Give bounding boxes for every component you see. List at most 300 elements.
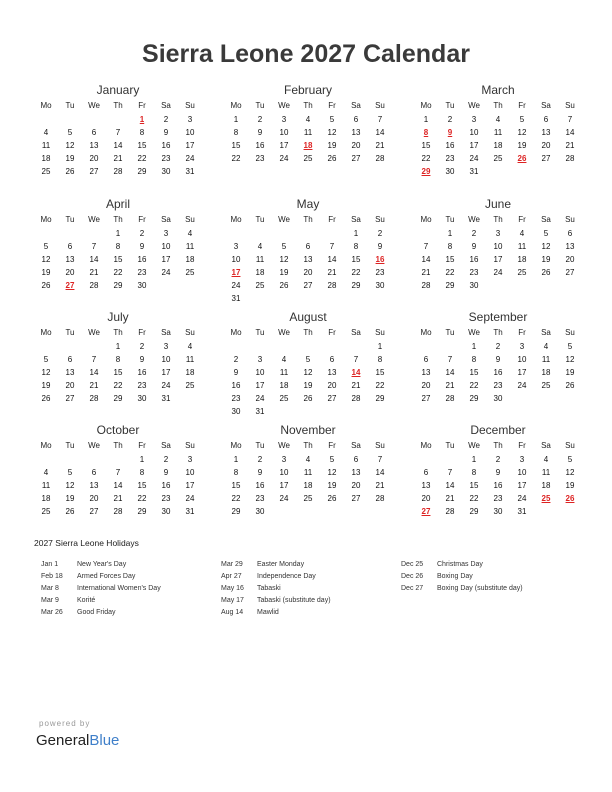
day-cell: 10 <box>185 468 195 477</box>
day-cell: 20 <box>541 141 551 150</box>
day-cell: 4 <box>257 242 263 251</box>
day-cell: 17 <box>185 141 195 150</box>
day-cell: 15 <box>375 368 385 377</box>
holiday-day-cell: 26 <box>565 494 575 503</box>
day-cell: 18 <box>185 255 195 264</box>
day-cell: 1 <box>233 115 239 124</box>
week-row <box>414 353 582 366</box>
day-cell: 30 <box>445 167 455 176</box>
day-cell: 17 <box>161 255 171 264</box>
day-cell: 12 <box>303 368 313 377</box>
empty-day-cell <box>178 392 202 405</box>
day-cell: 20 <box>89 494 99 503</box>
day-cell: 24 <box>279 154 289 163</box>
day-cell: 26 <box>327 494 337 503</box>
day-cell: 18 <box>303 481 313 490</box>
week-row <box>34 266 202 279</box>
empty-day-cell <box>558 165 582 178</box>
day-cell: 22 <box>469 381 479 390</box>
holiday-name: Armed Forces Day <box>77 573 136 580</box>
day-cell: 10 <box>493 242 503 251</box>
weekday-header <box>34 98 202 113</box>
holiday-date: Feb 18 <box>41 573 63 580</box>
day-cell: 7 <box>423 242 429 251</box>
empty-day-cell <box>106 113 130 126</box>
holiday-date: Mar 8 <box>41 585 59 592</box>
day-cell: 31 <box>185 167 195 176</box>
day-cell: 4 <box>187 229 193 238</box>
week-row <box>224 405 392 418</box>
week-row <box>414 253 582 266</box>
day-cell: 25 <box>279 394 289 403</box>
day-cell: 13 <box>351 468 361 477</box>
weekday-label: Sa <box>351 328 361 337</box>
weekday-label: Th <box>493 441 503 450</box>
day-cell: 20 <box>421 494 431 503</box>
empty-day-cell <box>248 292 272 305</box>
day-cell: 18 <box>185 368 195 377</box>
day-cell: 15 <box>469 481 479 490</box>
weekday-label: Th <box>113 328 123 337</box>
day-cell: 7 <box>377 455 383 464</box>
holiday-day-cell: 1 <box>139 115 145 124</box>
day-cell: 16 <box>161 141 171 150</box>
week-row <box>224 240 392 253</box>
week-row <box>224 392 392 405</box>
day-cell: 13 <box>89 141 99 150</box>
empty-day-cell <box>438 453 462 466</box>
day-cell: 30 <box>493 507 503 516</box>
weekday-label: Mo <box>420 441 432 450</box>
day-cell: 30 <box>493 394 503 403</box>
holiday-date: Dec 26 <box>401 573 424 580</box>
empty-day-cell <box>438 340 462 353</box>
week-row <box>224 139 392 152</box>
day-cell: 19 <box>303 381 313 390</box>
weekday-header <box>224 325 392 340</box>
day-cell: 6 <box>353 115 359 124</box>
day-cell: 9 <box>495 468 501 477</box>
empty-day-cell <box>82 227 106 240</box>
holiday-name: Korité <box>77 597 96 604</box>
day-cell: 25 <box>41 167 51 176</box>
weekday-label: Th <box>303 101 313 110</box>
week-row <box>224 227 392 240</box>
day-cell: 19 <box>65 494 75 503</box>
day-cell: 16 <box>493 481 503 490</box>
day-cell: 27 <box>541 154 551 163</box>
month-may <box>224 196 392 305</box>
holidays-title: 2027 Sierra Leone Holidays <box>34 538 139 548</box>
day-cell: 3 <box>519 342 525 351</box>
day-cell: 13 <box>89 481 99 490</box>
week-row <box>34 379 202 392</box>
weekday-label: Fr <box>328 328 336 337</box>
day-cell: 2 <box>257 115 263 124</box>
day-cell: 8 <box>115 242 121 251</box>
day-cell: 19 <box>65 154 75 163</box>
day-cell: 5 <box>43 242 49 251</box>
weekday-label: We <box>468 101 480 110</box>
month-name: August <box>289 310 327 324</box>
day-cell: 10 <box>231 255 241 264</box>
holiday-day-cell: 14 <box>351 368 361 377</box>
empty-day-cell <box>82 113 106 126</box>
holiday-item <box>41 559 161 571</box>
page-title: Sierra Leone 2027 Calendar <box>142 40 470 68</box>
holiday-date: Apr 27 <box>221 573 242 580</box>
month-november <box>224 422 392 518</box>
weekday-header <box>34 325 202 340</box>
day-cell: 14 <box>445 368 455 377</box>
weekday-label: Fr <box>138 101 146 110</box>
empty-day-cell <box>82 340 106 353</box>
week-row <box>414 340 582 353</box>
day-cell: 16 <box>445 141 455 150</box>
weekday-label: Mo <box>230 441 242 450</box>
day-cell: 18 <box>255 268 265 277</box>
weekday-label: Sa <box>161 441 171 450</box>
day-cell: 7 <box>447 468 453 477</box>
day-cell: 10 <box>517 355 527 364</box>
day-cell: 16 <box>161 481 171 490</box>
day-cell: 25 <box>303 154 313 163</box>
day-cell: 3 <box>471 115 477 124</box>
day-cell: 3 <box>163 342 169 351</box>
empty-day-cell <box>248 340 272 353</box>
day-cell: 7 <box>91 242 97 251</box>
day-cell: 31 <box>517 507 527 516</box>
week-row <box>224 266 392 279</box>
empty-day-cell <box>320 405 344 418</box>
day-cell: 8 <box>139 468 145 477</box>
weekday-label: Mo <box>420 215 432 224</box>
empty-day-cell <box>58 113 82 126</box>
holiday-date: Mar 26 <box>41 609 63 616</box>
holiday-day-cell: 9 <box>447 128 453 137</box>
day-cell: 6 <box>91 128 97 137</box>
day-cell: 28 <box>375 154 385 163</box>
day-cell: 15 <box>113 368 123 377</box>
day-cell: 15 <box>421 141 431 150</box>
day-cell: 11 <box>493 128 503 137</box>
empty-day-cell <box>248 227 272 240</box>
day-cell: 1 <box>471 455 477 464</box>
week-row <box>414 113 582 126</box>
week-row <box>414 466 582 479</box>
day-cell: 29 <box>113 394 123 403</box>
day-cell: 23 <box>137 268 147 277</box>
day-cell: 29 <box>113 281 123 290</box>
month-august <box>224 309 392 418</box>
holiday-item <box>221 571 331 583</box>
day-cell: 1 <box>115 229 121 238</box>
weekday-label: Mo <box>230 328 242 337</box>
month-september <box>414 309 582 405</box>
day-cell: 28 <box>445 507 455 516</box>
day-cell: 29 <box>351 281 361 290</box>
day-cell: 15 <box>469 368 479 377</box>
day-cell: 12 <box>565 355 575 364</box>
weekday-label: Th <box>493 101 503 110</box>
week-row <box>34 479 202 492</box>
day-cell: 17 <box>185 481 195 490</box>
day-cell: 1 <box>423 115 429 124</box>
holiday-item <box>221 559 331 571</box>
day-cell: 28 <box>113 167 123 176</box>
weekday-label: Tu <box>65 441 75 450</box>
empty-day-cell <box>344 292 368 305</box>
day-cell: 5 <box>43 355 49 364</box>
day-cell: 20 <box>351 481 361 490</box>
day-cell: 28 <box>445 394 455 403</box>
weekday-header <box>414 325 582 340</box>
holiday-name: Boxing Day (substitute day) <box>437 585 523 592</box>
generalblue-logo[interactable] <box>36 732 119 749</box>
day-cell: 9 <box>257 128 263 137</box>
empty-day-cell <box>272 292 296 305</box>
holiday-day-cell: 16 <box>375 255 385 264</box>
day-cell: 25 <box>493 154 503 163</box>
day-cell: 24 <box>185 494 195 503</box>
empty-day-cell <box>34 453 58 466</box>
day-cell: 14 <box>445 481 455 490</box>
weekday-label: Tu <box>65 101 75 110</box>
day-cell: 30 <box>255 507 265 516</box>
month-name: July <box>107 310 129 324</box>
holiday-item <box>401 583 523 595</box>
day-cell: 10 <box>185 128 195 137</box>
day-cell: 15 <box>445 255 455 264</box>
day-cell: 27 <box>327 394 337 403</box>
day-cell: 25 <box>255 281 265 290</box>
day-cell: 9 <box>163 468 169 477</box>
weekday-label: Fr <box>328 101 336 110</box>
day-cell: 18 <box>517 255 527 264</box>
day-cell: 2 <box>139 342 145 351</box>
day-cell: 14 <box>375 468 385 477</box>
day-cell: 2 <box>163 455 169 464</box>
day-cell: 11 <box>303 468 313 477</box>
weekday-label: Tu <box>255 328 265 337</box>
day-cell: 9 <box>233 368 239 377</box>
weekday-label: Sa <box>351 215 361 224</box>
day-cell: 23 <box>469 268 479 277</box>
holiday-date: Jan 1 <box>41 561 59 568</box>
day-cell: 4 <box>519 229 525 238</box>
day-cell: 9 <box>495 355 501 364</box>
empty-day-cell <box>296 405 320 418</box>
empty-day-cell <box>486 279 510 292</box>
day-cell: 2 <box>163 115 169 124</box>
day-cell: 13 <box>65 255 75 264</box>
day-cell: 20 <box>65 268 75 277</box>
day-cell: 11 <box>41 141 51 150</box>
day-cell: 23 <box>137 381 147 390</box>
holiday-day-cell: 27 <box>421 507 431 516</box>
week-row <box>224 492 392 505</box>
empty-day-cell <box>344 340 368 353</box>
day-cell: 24 <box>161 268 171 277</box>
weekday-label: We <box>88 101 100 110</box>
day-cell: 2 <box>471 229 477 238</box>
weekday-label: Fr <box>518 215 526 224</box>
weekday-label: Fr <box>518 101 526 110</box>
day-cell: 14 <box>113 141 123 150</box>
empty-day-cell <box>272 505 296 518</box>
day-cell: 17 <box>493 255 503 264</box>
empty-day-cell <box>82 453 106 466</box>
day-cell: 10 <box>469 128 479 137</box>
day-cell: 17 <box>517 368 527 377</box>
day-cell: 27 <box>351 154 361 163</box>
week-row <box>34 492 202 505</box>
day-cell: 25 <box>185 268 195 277</box>
week-row <box>34 126 202 139</box>
day-cell: 6 <box>567 229 573 238</box>
day-cell: 15 <box>351 255 361 264</box>
weekday-label: We <box>468 215 480 224</box>
day-cell: 28 <box>351 394 361 403</box>
day-cell: 26 <box>41 281 51 290</box>
day-cell: 25 <box>303 494 313 503</box>
week-row <box>34 340 202 353</box>
day-cell: 20 <box>565 255 575 264</box>
month-december <box>414 422 582 518</box>
day-cell: 28 <box>375 494 385 503</box>
empty-day-cell <box>296 292 320 305</box>
day-cell: 24 <box>517 494 527 503</box>
day-cell: 18 <box>41 494 51 503</box>
week-row <box>34 227 202 240</box>
day-cell: 26 <box>565 381 575 390</box>
weekday-label: Su <box>565 328 575 337</box>
day-cell: 5 <box>519 115 525 124</box>
day-cell: 28 <box>327 281 337 290</box>
holiday-column <box>401 559 523 595</box>
holiday-name: Tabaski (substitute day) <box>257 597 331 604</box>
day-cell: 23 <box>493 494 503 503</box>
weekday-label: Mo <box>40 328 52 337</box>
holiday-day-cell: 8 <box>423 128 429 137</box>
weekday-label: Su <box>375 215 385 224</box>
weekday-label: Th <box>303 215 313 224</box>
day-cell: 3 <box>281 115 287 124</box>
empty-day-cell <box>296 227 320 240</box>
day-cell: 11 <box>541 468 551 477</box>
day-cell: 19 <box>327 481 337 490</box>
day-cell: 23 <box>493 381 503 390</box>
week-row <box>34 113 202 126</box>
day-cell: 24 <box>231 281 241 290</box>
day-cell: 11 <box>303 128 313 137</box>
day-cell: 28 <box>89 281 99 290</box>
day-cell: 5 <box>567 342 573 351</box>
day-cell: 4 <box>305 455 311 464</box>
day-cell: 2 <box>377 229 383 238</box>
month-april <box>34 196 202 292</box>
weekday-label: Fr <box>138 441 146 450</box>
weekday-header <box>224 438 392 453</box>
day-cell: 13 <box>327 368 337 377</box>
weekday-label: Su <box>375 441 385 450</box>
day-cell: 16 <box>255 481 265 490</box>
holiday-day-cell: 27 <box>65 281 75 290</box>
day-cell: 27 <box>421 394 431 403</box>
day-cell: 3 <box>187 455 193 464</box>
day-cell: 2 <box>495 455 501 464</box>
day-cell: 3 <box>519 455 525 464</box>
weekday-label: We <box>278 101 290 110</box>
holiday-item <box>221 583 331 595</box>
week-row <box>224 113 392 126</box>
weekday-label: We <box>468 441 480 450</box>
month-january <box>34 82 202 178</box>
day-cell: 13 <box>303 255 313 264</box>
day-cell: 20 <box>89 154 99 163</box>
holiday-name: Boxing Day <box>437 573 473 580</box>
day-cell: 22 <box>231 494 241 503</box>
day-cell: 10 <box>161 355 171 364</box>
weekday-label: Th <box>303 328 313 337</box>
day-cell: 5 <box>567 455 573 464</box>
day-cell: 18 <box>541 368 551 377</box>
day-cell: 30 <box>231 407 241 416</box>
weekday-label: Su <box>185 328 195 337</box>
empty-day-cell <box>344 505 368 518</box>
day-cell: 4 <box>495 115 501 124</box>
day-cell: 24 <box>255 394 265 403</box>
empty-day-cell <box>414 340 438 353</box>
day-cell: 2 <box>447 115 453 124</box>
day-cell: 4 <box>43 468 49 477</box>
day-cell: 22 <box>231 154 241 163</box>
weekday-label: We <box>278 441 290 450</box>
week-row <box>414 165 582 178</box>
weekday-label: Th <box>493 215 503 224</box>
day-cell: 1 <box>447 229 453 238</box>
day-cell: 30 <box>137 281 147 290</box>
weekday-label: Sa <box>541 441 551 450</box>
day-cell: 26 <box>41 394 51 403</box>
week-row <box>414 240 582 253</box>
day-cell: 21 <box>375 481 385 490</box>
holiday-date: Dec 27 <box>401 585 424 592</box>
weekday-label: Fr <box>328 441 336 450</box>
day-cell: 10 <box>279 128 289 137</box>
empty-day-cell <box>368 405 392 418</box>
month-name: December <box>470 423 526 437</box>
day-cell: 24 <box>161 381 171 390</box>
empty-day-cell <box>320 227 344 240</box>
day-cell: 24 <box>517 381 527 390</box>
day-cell: 21 <box>113 154 123 163</box>
day-cell: 10 <box>279 468 289 477</box>
day-cell: 22 <box>137 154 147 163</box>
day-cell: 24 <box>469 154 479 163</box>
day-cell: 8 <box>353 242 359 251</box>
empty-day-cell <box>534 505 558 518</box>
empty-day-cell <box>558 279 582 292</box>
day-cell: 16 <box>255 141 265 150</box>
day-cell: 24 <box>493 268 503 277</box>
day-cell: 7 <box>353 355 359 364</box>
holiday-date: Aug 14 <box>221 609 244 616</box>
day-cell: 27 <box>89 167 99 176</box>
day-cell: 6 <box>353 455 359 464</box>
holiday-name: Good Friday <box>77 609 116 616</box>
day-cell: 1 <box>377 342 383 351</box>
